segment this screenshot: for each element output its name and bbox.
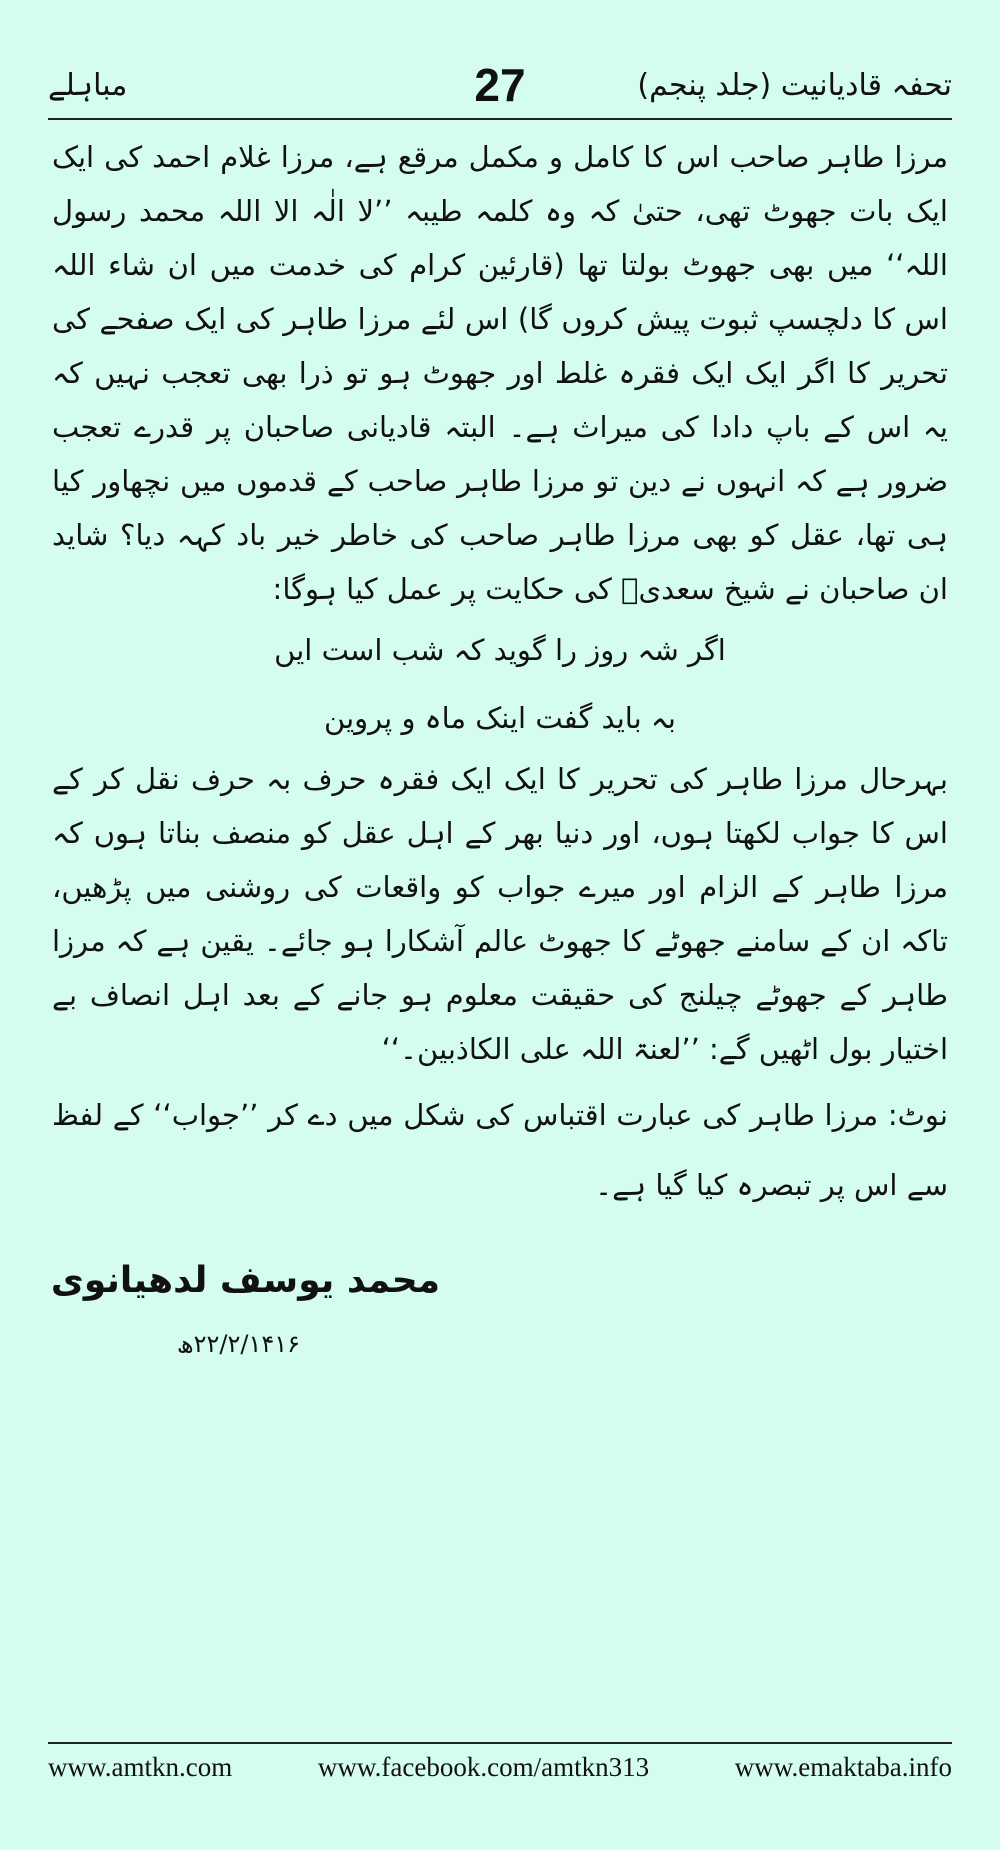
page-content <box>52 130 948 1220</box>
footer-link-facebook[interactable]: www.facebook.com/amtkn313 <box>317 1752 650 1782</box>
book-title: تحفہ قادیانیت (جلد پنجم) <box>637 68 952 103</box>
body-paragraph-2: بہرحال مرزا طاہر کی تحریر کا ایک ایک فقرہ حرف بہ حرف نقل کر کے اس کا جواب لکھتا ہوں، اور دنیا بھر کے اہل عقل کو منصف بناتا ہوں کہ مرزا طاہر کے الزام اور میرے جواب کو واقعات کی روشنی میں پڑھیں، تاکہ ان کے سامنے جھوٹے کا جھوٹ عالم آشکارا ہو جائے۔ یقین ہے کہ مرزا طاہر کے جھوٹے چیلنج کی حقیقت معلوم ہو جانے کے بعد اہل انصاف بے اختیار بول اٹھیں گے: ’’لعنۃ اللہ علی الکاذبین۔‘‘ <box>52 762 948 1066</box>
signature-date: ۲۲/۲/۱۴۱۶ھ <box>176 1330 300 1358</box>
persian-verse-line-1: اگر شہ روز را گوید کہ شب است ایں <box>274 633 726 667</box>
author-signature: محمد یوسف لدھیانوی <box>50 1260 440 1301</box>
note-paragraph: نوٹ: مرزا طاہر کی عبارت اقتباس کی شکل میں دے کر ’’جواب‘‘ کے لفظ سے اس پر تبصرہ کیا گیا ہے۔ <box>52 1098 948 1202</box>
page-header <box>48 58 952 116</box>
footer-divider <box>48 1742 952 1744</box>
body-paragraph-1: مرزا طاہر صاحب اس کا کامل و مکمل مرقع ہے، مرزا غلام احمد کی ایک ایک بات جھوٹ تھی، حتیٰ کہ وہ کلمہ طیبہ ’’لا الٰہ الا اللہ محمد رسول اللہ‘‘ میں بھی جھوٹ بولتا تھا (قارئین کرام کی خدمت میں ان شاء اللہ اس کا دلچسپ ثبوت پیش کروں گا) اس لئے مرزا طاہر کی ایک صفحے کی تحریر کا اگر ایک ایک فقرہ غلط اور جھوٹ ہو تو ذرا بھی تعجب نہیں کہ یہ اس کے باپ دادا کی میراث ہے۔ البتہ قادیانی صاحبان پر قدرے تعجب ضرور ہے کہ انہوں نے دین تو مرزا طاہر صاحب کے قدموں میں نچھاور کیا ہی تھا، عقل کو بھی مرزا طاہر صاحب کی خاطر خیر باد کہہ دیا؟ شاید ان صاحبان نے شیخ سعدیؒ کی حکایت پر عمل کیا ہوگا: <box>52 140 948 606</box>
page-number: 27 <box>474 59 526 111</box>
persian-verse-line-2: بہ باید گفت اینک ماہ و پروین <box>324 701 676 735</box>
footer-link-amtkn[interactable]: www.amtkn.com <box>48 1752 233 1782</box>
footer-link-emaktaba[interactable]: www.emaktaba.info <box>734 1752 952 1782</box>
page-footer <box>48 1752 952 1783</box>
header-divider <box>48 118 952 120</box>
chapter-title: مباہلے <box>48 68 128 103</box>
